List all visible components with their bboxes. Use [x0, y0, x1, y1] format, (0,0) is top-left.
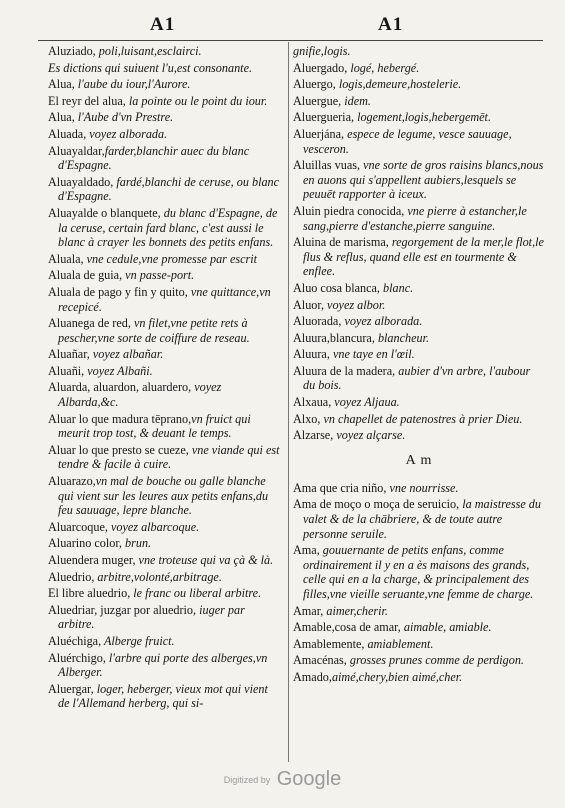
entry-headword: Aluayaldado, — [48, 174, 114, 189]
entry-headword: Aluergado, — [293, 60, 348, 75]
entry-definition: blancheur. — [374, 330, 430, 345]
dictionary-entry — [48, 175, 282, 204]
entry-headword: Aluorada, — [293, 314, 342, 329]
entry-definition: le franc ou liberal arbitre. — [130, 586, 262, 601]
dictionary-entry — [48, 380, 282, 409]
entry-definition: la maistresse du valet & de la chābriere, & de toute autre personne seruile. — [303, 497, 541, 541]
entry-headword: Aluerjána, — [293, 126, 345, 141]
entry-headword: Aluo cosa blanca, — [293, 280, 380, 295]
entry-headword: Ama, — [293, 543, 320, 558]
dictionary-entry — [48, 682, 282, 711]
dictionary-entry — [48, 603, 282, 632]
dictionary-entry — [48, 127, 282, 142]
entry-definition: arbitre,volonté,arbitrage. — [94, 569, 222, 584]
dictionary-entry — [293, 61, 545, 76]
dictionary-entry — [293, 412, 545, 427]
entry-definition: vne nourrisse. — [386, 480, 459, 495]
entry-headword: Aluor, — [293, 297, 324, 312]
entry-headword: Aluin piedra conocida, — [293, 203, 405, 218]
dictionary-entry — [48, 553, 282, 568]
dictionary-entry — [48, 651, 282, 680]
entry-headword: Aluañi, — [48, 363, 85, 378]
entry-definition: loger, heberger, vieux mot qui vient de l'Allemand herberg, qui si- — [58, 681, 268, 711]
dictionary-entry — [293, 331, 545, 346]
entry-definition: Es dictions qui suiuent l'u,est consonante. — [48, 60, 253, 75]
dictionary-entry — [48, 61, 282, 76]
dictionary-entry — [48, 252, 282, 267]
entry-definition: blanc. — [379, 280, 414, 295]
entry-definition: voyez alçarse. — [333, 428, 406, 443]
entry-definition: aimé,chery,bien aimé,cher. — [331, 669, 463, 684]
dictionary-entry — [293, 158, 545, 202]
dictionary-entry — [293, 347, 545, 362]
entry-headword: Aluedrio, — [48, 569, 95, 584]
entry-headword: Amable,cosa de amar, — [293, 620, 401, 635]
dictionary-entry — [293, 127, 545, 156]
dictionary-entry — [48, 570, 282, 585]
dictionary-entry — [293, 543, 545, 601]
dictionary-entry — [48, 364, 282, 379]
entry-definition: regorgement de la mer,le flot,le flus & reflus, quand elle est en tourmente & enflee. — [303, 235, 544, 279]
entry-headword: Aluergo, — [293, 77, 336, 92]
dictionary-entry — [48, 77, 282, 92]
entry-definition: Alberge fruict. — [101, 633, 175, 648]
entry-headword: Aluarcoque, — [48, 519, 108, 534]
dictionary-entry — [48, 586, 282, 601]
entry-definition: gnifie,logis. — [293, 44, 351, 58]
entry-headword: Alxo, — [293, 411, 321, 426]
entry-definition: vne viande qui est tendre & facile à cuire. — [58, 442, 280, 472]
entry-definition: vne sorte de gros raisins blancs,nous en auons qui s'appellent aubiers,lesquels se peuuēt rapporter à iceux. — [303, 158, 544, 202]
entry-definition: logé, hebergé. — [347, 60, 420, 75]
dictionary-entry — [48, 316, 282, 345]
entry-definition: logement,logis,hebergemēt. — [354, 110, 491, 125]
entry-definition: vne taye en l'œil. — [329, 347, 415, 362]
entry-headword: Aluéchiga, — [48, 633, 102, 648]
dictionary-entry — [293, 77, 545, 92]
entry-headword: Aluérchigo, — [48, 650, 106, 665]
right-column-top-entries — [293, 44, 545, 443]
watermark-logo-text: Google — [276, 768, 342, 790]
entry-definition: voyez alborada. — [341, 314, 423, 329]
entry-headword: Aluina de marisma, — [293, 235, 389, 250]
entry-definition: voyez alborada. — [86, 126, 168, 141]
right-column — [293, 44, 545, 764]
dictionary-entry — [48, 206, 282, 250]
entry-headword: Amablemente, — [293, 636, 365, 651]
entry-headword: Aluergueria, — [293, 110, 355, 125]
entry-definition: farder,blanchir auec du blanc d'Espagne. — [58, 143, 250, 173]
dictionary-entry — [48, 268, 282, 283]
entry-definition: l'aube du iour,l'Aurore. — [74, 77, 191, 92]
entry-headword: Aluura, — [293, 347, 330, 362]
entry-definition: voyez Albarda,&c. — [58, 380, 222, 410]
entry-definition: vne quittance,vn recepicé. — [58, 284, 271, 314]
entry-headword: Aluendera muger, — [48, 553, 136, 567]
entry-headword: Amar, — [293, 603, 324, 618]
entry-headword: Aluillas vuas, — [293, 158, 361, 173]
dictionary-entry — [293, 428, 545, 443]
entry-definition: fardé,blanchi de ceruse, ou blanc d'Espagne. — [58, 174, 280, 204]
dictionary-entry — [293, 653, 545, 668]
dictionary-entry — [293, 314, 545, 329]
entry-definition: amiablement. — [364, 636, 434, 651]
entry-definition: espece de legume, vesce sauuage, vesceron. — [303, 126, 512, 156]
entry-headword: Ama que cria niño, — [293, 480, 387, 495]
dictionary-entry — [293, 497, 545, 541]
dictionary-entry — [293, 604, 545, 619]
entry-definition: l'Aube d'vn Prestre. — [74, 110, 174, 125]
entry-headword: Aluura,blancura, — [293, 330, 375, 345]
entry-definition: vn mal de bouche ou galle blanche qui vient sur les leures aux petits enfans,du feu sauuage, lepre blanche. — [58, 474, 269, 518]
entry-headword: Aluergue, — [293, 93, 342, 108]
watermark-small-text: Digitized by — [223, 774, 271, 785]
entry-headword: Aluedriar, juzgar por aluedrio, — [48, 602, 197, 617]
dictionary-entry — [48, 285, 282, 314]
dictionary-entry — [293, 620, 545, 635]
entry-headword: Aluañar, — [48, 347, 90, 362]
entry-definition: brun. — [121, 536, 152, 551]
dictionary-entry — [293, 364, 545, 393]
entry-headword: Aluala de guia, — [48, 268, 123, 283]
entry-headword: Aluergar, — [48, 681, 94, 696]
dictionary-entry — [293, 94, 545, 109]
dictionary-entry — [293, 110, 545, 125]
dictionary-entry — [48, 634, 282, 649]
header-rule — [38, 40, 543, 41]
dictionary-entry — [293, 281, 545, 296]
dictionary-entry — [48, 44, 282, 59]
entry-headword: Aluala de pago y fin y quito, — [48, 284, 188, 299]
entry-definition: vn filet,vne petite rets à pescher,vne sorte de coiffure de reseau. — [58, 316, 250, 345]
dictionary-entry — [48, 474, 282, 518]
entry-headword: Aluarino color, — [48, 536, 122, 551]
entry-headword: Aluarda, aluardon, aluardero, — [48, 380, 192, 395]
right-column-bottom-entries — [293, 481, 545, 685]
dictionary-entry — [48, 110, 282, 125]
entry-definition: iuger par arbitre. — [58, 602, 245, 632]
entry-definition: vn chapellet de patenostres à prier Dieu. — [320, 411, 523, 426]
entry-headword: Aluanega de red, — [48, 316, 131, 331]
entry-headword: Alzarse, — [293, 428, 334, 443]
dictionary-entry — [293, 44, 545, 59]
entry-definition: voyez albañar. — [89, 347, 164, 362]
dictionary-entry — [293, 204, 545, 233]
entry-headword: Amacénas, — [293, 653, 347, 668]
entry-definition: grosses prunes comme de perdigon. — [346, 653, 524, 668]
dictionary-entry — [48, 520, 282, 535]
dictionary-entry — [48, 536, 282, 551]
entry-headword: Aluziado, — [48, 44, 96, 58]
entry-definition: logis,demeure,hostelerie. — [335, 77, 462, 92]
entry-headword: El libre aluedrio, — [48, 586, 131, 601]
entry-definition: voyez Aljaua. — [331, 395, 400, 410]
entry-headword: Aluada, — [48, 126, 87, 141]
entry-definition: voyez albor. — [324, 297, 386, 312]
column-divider — [288, 42, 289, 762]
dictionary-entry — [293, 235, 545, 279]
dictionary-entry — [293, 298, 545, 313]
entry-definition: voyez Albañi. — [84, 363, 153, 378]
dictionary-entry — [48, 144, 282, 173]
entry-definition: la pointe ou le point du iour. — [125, 93, 268, 108]
entry-headword: Alua, — [48, 77, 75, 92]
entry-definition: idem. — [341, 93, 371, 108]
entry-definition: aimable, amiable. — [400, 620, 492, 635]
entry-definition: vn fruict qui meurit trop tost, & deuant le temps. — [58, 411, 251, 441]
page-header-right: A1 — [378, 14, 404, 35]
entry-headword: Amado, — [293, 669, 332, 684]
entry-headword: Ama de moço o moça de seruicio, — [293, 497, 460, 512]
entry-definition: vne cedule,vne promesse par escrit — [83, 251, 258, 266]
entry-definition: aubier d'vn arbre, l'aubour du bois. — [303, 363, 531, 393]
digitized-watermark — [0, 768, 565, 791]
entry-definition: voyez albarcoque. — [107, 519, 200, 534]
entry-headword: Aluura de la madera, — [293, 363, 396, 378]
section-heading: A m — [405, 452, 433, 468]
entry-definition: aimer,cherir. — [323, 603, 388, 618]
entry-headword: Aluayalde o blanquete, — [48, 205, 161, 220]
entry-definition: poli,luisant,esclairci. — [95, 44, 202, 58]
dictionary-entry — [48, 94, 282, 109]
entry-headword: Alua, — [48, 110, 75, 125]
left-column — [48, 44, 282, 764]
entry-headword: Alxaua, — [293, 395, 332, 410]
entry-definition: vn passe-port. — [122, 268, 195, 283]
entry-headword: Aluayaldar, — [48, 143, 105, 158]
dictionary-entry — [293, 637, 545, 652]
entry-definition: vne pierre à estancher,le sang,pierre d'estanche,pierre sanguine. — [303, 203, 527, 233]
dictionary-entry — [293, 670, 545, 685]
entry-definition: vne troteuse qui va çà & là. — [135, 553, 274, 567]
dictionary-entry — [293, 481, 545, 496]
entry-headword: Aluar lo que presto se cueze, — [48, 442, 189, 457]
entry-headword: Aluala, — [48, 251, 84, 266]
entry-definition: du blanc d'Espagne, de la ceruse, certain fard blanc, c'est aussi le blanc à crayer les bonnets des petits enfans. — [58, 205, 278, 250]
dictionary-entry — [48, 347, 282, 362]
entry-headword: El reyr del alua, — [48, 93, 126, 108]
dictionary-entry — [48, 443, 282, 472]
entry-definition: gouuernante de petits enfans, comme ordinairement il y en a ès maisons des grands, celle qui en a la charge, & principalement des filles,vne vieille seruante,vne femme de charge. — [303, 543, 534, 601]
entry-definition: l'arbre qui porte des alberges,vn Alberger. — [58, 650, 268, 680]
entry-headword: Aluarazo, — [48, 474, 96, 489]
dictionary-entry — [48, 412, 282, 441]
entry-headword: Aluar lo que madura tēprano, — [48, 411, 192, 426]
dictionary-entry — [293, 395, 545, 410]
page-header-left: A1 — [150, 14, 176, 35]
